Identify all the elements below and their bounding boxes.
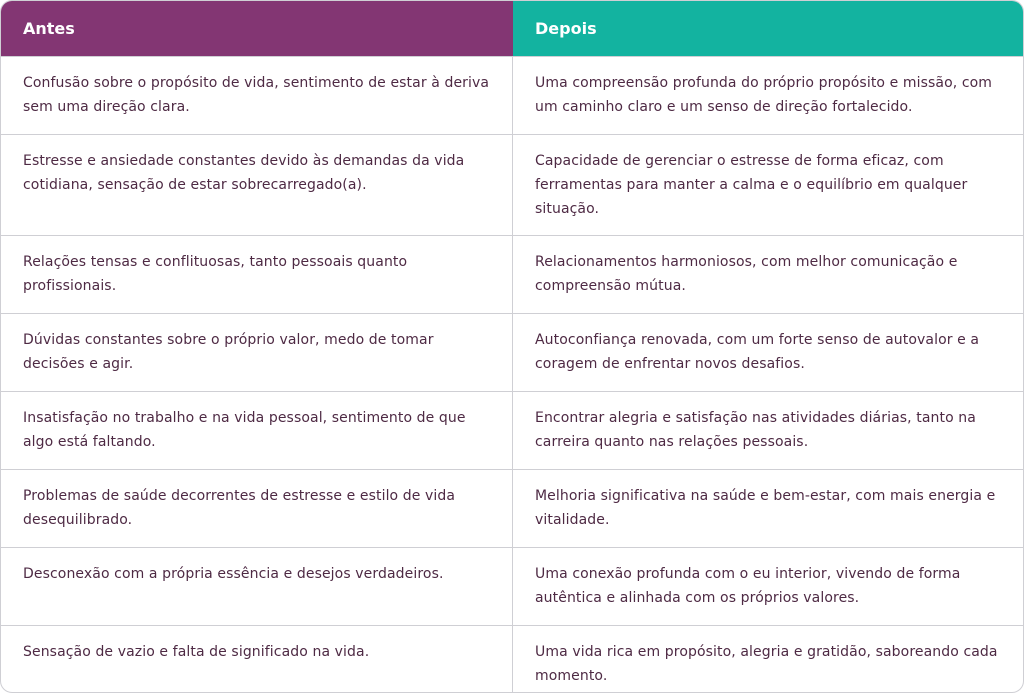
cell-depois: Uma compreensão profunda do próprio propósito e missão, com um caminho claro e um senso de direção fortalecido. [535,75,993,115]
cell-depois: Capacidade de gerenciar o estresse de forma eficaz, com ferramentas para manter a calma e o equilíbrio em qualquer situação. [535,153,968,217]
cell-depois: Autoconfiança renovada, com um forte senso de autovalor e a coragem de enfrentar novos desafios. [535,332,980,372]
cell-depois: Encontrar alegria e satisfação nas atividades diárias, tanto na carreira quanto nas relações pessoais. [535,410,976,450]
cell-antes: Problemas de saúde decorrentes de estresse e estilo de vida desequilibrado. [1,470,513,547]
table-row [1,547,1023,625]
table-row [1,625,1023,693]
cell-depois: Uma conexão profunda com o eu interior, vivendo de forma autêntica e alinhada com os próprios valores. [535,566,961,606]
table-row [1,134,1023,235]
header-antes: Antes [1,1,513,56]
table-header [1,1,1023,56]
table-row [1,313,1023,391]
cell-depois: Relacionamentos harmoniosos, com melhor comunicação e compreensão mútua. [535,254,958,294]
header-depois: Depois [513,1,1023,56]
table-row [1,56,1023,134]
table-row [1,391,1023,469]
cell-antes: Confusão sobre o propósito de vida, sentimento de estar à deriva sem uma direção clara. [1,57,513,134]
cell-antes: Desconexão com a própria essência e desejos verdadeiros. [1,548,513,625]
cell-depois: Uma vida rica em propósito, alegria e gratidão, saboreando cada momento. [535,644,998,684]
cell-antes: Estresse e ansiedade constantes devido às demandas da vida cotidiana, sensação de estar sobrecarregado(a). [1,135,513,235]
cell-depois: Melhoria significativa na saúde e bem-estar, com mais energia e vitalidade. [535,488,996,528]
cell-antes: Relações tensas e conflituosas, tanto pessoais quanto profissionais. [1,236,513,313]
table-row [1,235,1023,313]
cell-antes: Dúvidas constantes sobre o próprio valor, medo de tomar decisões e agir. [1,314,513,391]
table-row [1,469,1023,547]
cell-antes: Insatisfação no trabalho e na vida pessoal, sentimento de que algo está faltando. [1,392,513,469]
cell-antes: Sensação de vazio e falta de significado na vida. [1,626,513,693]
